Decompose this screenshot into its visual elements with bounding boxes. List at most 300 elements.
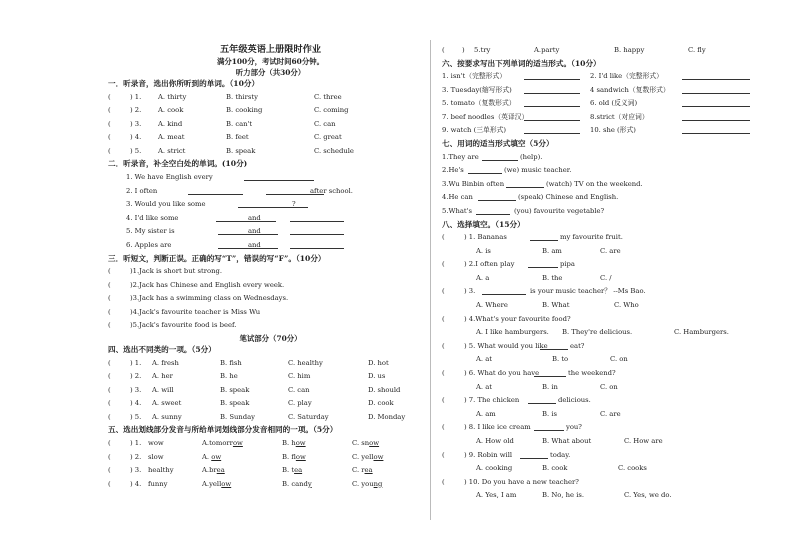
answer-blank bbox=[682, 125, 750, 134]
pronunciation-row bbox=[108, 451, 423, 465]
option-b-text: B. cand bbox=[282, 479, 308, 488]
question-row bbox=[442, 421, 787, 435]
option-c: C. Saturday bbox=[288, 412, 329, 421]
answer-paren: ( bbox=[108, 466, 111, 475]
question-row bbox=[108, 91, 423, 105]
option-b bbox=[282, 437, 306, 451]
question-stem-2: you? bbox=[566, 423, 582, 432]
question-number: ) 5. bbox=[130, 146, 142, 155]
word-form-right: 6. old (反义词) bbox=[590, 99, 638, 108]
option-a: A. a bbox=[476, 273, 490, 282]
answer-paren: ( bbox=[108, 280, 111, 289]
question-stem: ) 10. Do you have a new teacher? bbox=[464, 477, 579, 486]
section-4-heading: 四、选出不同类的一项。（5分） bbox=[108, 345, 216, 354]
question-row bbox=[108, 357, 423, 371]
question-row bbox=[442, 449, 787, 463]
question-number: ) 5. bbox=[130, 412, 142, 421]
answer-paren: ( bbox=[442, 341, 445, 350]
word-form-row bbox=[442, 124, 787, 138]
option-a-text: A.yell bbox=[202, 479, 222, 488]
option-a: A. thirty bbox=[158, 92, 187, 101]
answer-blank bbox=[682, 71, 750, 80]
option-c: C. him bbox=[288, 372, 311, 381]
option-b: B. feet bbox=[226, 133, 249, 142]
fill-in-text: 2. I often bbox=[126, 186, 158, 195]
question-row bbox=[442, 394, 787, 408]
option-c bbox=[352, 478, 382, 492]
fill-in-row bbox=[108, 185, 423, 199]
answer-paren: ( bbox=[442, 260, 445, 269]
option-c: C. fly bbox=[688, 46, 706, 54]
option-a: A. kind bbox=[158, 119, 183, 128]
listening-heading: 听力部分（共30分） bbox=[235, 68, 306, 77]
option-b: B. cook bbox=[542, 464, 568, 473]
answer-blank bbox=[528, 395, 556, 404]
question-row bbox=[442, 367, 787, 381]
answer-paren: ( bbox=[442, 450, 445, 459]
options-row bbox=[442, 299, 787, 313]
option-b: B. speak bbox=[220, 399, 250, 408]
question-row bbox=[442, 313, 787, 327]
answer-blank bbox=[482, 286, 526, 295]
answer-blank bbox=[468, 165, 502, 174]
word-form-left: 3. Tuesday(缩写形式) bbox=[442, 85, 512, 94]
section-5-heading: 五、选出划线部分发音与所给单词划线部分发音相同的一项。（5分） bbox=[108, 425, 338, 435]
option-d: D. cook bbox=[368, 399, 394, 408]
option-c: C. How are bbox=[624, 436, 663, 445]
fill-in-text-2: (watch) TV on the weekend. bbox=[546, 179, 643, 188]
answer-blank bbox=[682, 85, 750, 94]
option-c: C. coming bbox=[314, 106, 349, 115]
answer-paren: ( bbox=[108, 385, 111, 394]
option-b: B. No, he is. bbox=[542, 491, 585, 500]
options-row bbox=[442, 245, 787, 259]
option-b: B. in bbox=[542, 382, 558, 391]
question-row bbox=[108, 397, 423, 411]
question-stem: ) 7. The chicken bbox=[464, 396, 520, 405]
option-a-underlined: ow bbox=[232, 438, 243, 447]
answer-paren: ( bbox=[442, 287, 445, 296]
fill-in-text: 6. Apples are bbox=[126, 240, 172, 249]
option-b: B. the bbox=[542, 273, 563, 282]
answer-paren: ( bbox=[108, 294, 111, 303]
option-c: C. three bbox=[314, 92, 342, 101]
fill-in-row bbox=[108, 198, 423, 212]
option-b bbox=[282, 464, 302, 478]
option-c: C. Who bbox=[614, 301, 639, 309]
question-row bbox=[108, 145, 423, 159]
question-row bbox=[108, 370, 423, 384]
column-divider bbox=[430, 40, 431, 520]
option-b: B. can't bbox=[226, 119, 253, 128]
option-a bbox=[202, 437, 243, 451]
options-row bbox=[442, 462, 787, 476]
pronunciation-row bbox=[108, 464, 423, 478]
option-d: D. hot bbox=[368, 358, 389, 367]
option-b bbox=[282, 478, 312, 492]
answer-blank bbox=[476, 206, 510, 215]
answer-blank bbox=[216, 213, 276, 222]
answer-blank bbox=[524, 98, 580, 107]
option-a: A. at bbox=[476, 355, 493, 364]
answer-blank bbox=[520, 450, 548, 459]
fill-in-text-2: and bbox=[248, 240, 261, 249]
option-a: A. I like hamburgers. bbox=[476, 328, 549, 337]
answer-blank bbox=[524, 112, 580, 121]
answer-paren: ( bbox=[108, 452, 111, 461]
answer-paren: ( bbox=[442, 314, 445, 323]
options-row bbox=[442, 489, 787, 503]
option-a-underlined: ea bbox=[216, 466, 225, 475]
fill-in-text: 3. Would you like some bbox=[126, 200, 206, 209]
option-b-text: B. fl bbox=[282, 452, 296, 461]
option-a-text: A. bbox=[202, 452, 212, 461]
option-c: C. great bbox=[314, 133, 342, 142]
question-stem-2: delicious. bbox=[558, 396, 591, 405]
fill-in-text-2: (you) favourite vegetable? bbox=[514, 206, 605, 215]
answer-blank bbox=[290, 226, 344, 235]
option-c bbox=[352, 464, 373, 478]
word-form-row bbox=[442, 111, 787, 125]
option-c-text: C. sn bbox=[352, 438, 370, 447]
answer-paren: ( bbox=[108, 372, 111, 381]
options-row bbox=[442, 353, 787, 367]
section-2-heading: 二．听录音，补全空白处的单词。(10分) bbox=[108, 159, 248, 169]
fill-in-row bbox=[108, 171, 423, 185]
option-c-underlined: ow bbox=[369, 438, 380, 447]
fill-in-text: 1.They are bbox=[442, 152, 479, 161]
answer-paren: ( bbox=[108, 133, 111, 142]
options-row bbox=[442, 272, 787, 286]
option-c bbox=[352, 451, 383, 465]
answer-blank bbox=[682, 112, 750, 121]
option-c-underlined: ea bbox=[364, 466, 373, 475]
option-b: B. happy bbox=[614, 46, 645, 54]
option-b bbox=[282, 451, 306, 465]
fill-in-text: 3.Wu Binbin often bbox=[442, 179, 505, 188]
word-form-left: 1. isn't（完整形式） bbox=[442, 72, 507, 81]
option-b: B. cooking bbox=[226, 106, 263, 115]
option-c: C. on bbox=[600, 382, 618, 391]
answer-blank bbox=[534, 368, 566, 377]
given-word: slow bbox=[148, 452, 164, 461]
fill-in-row bbox=[442, 205, 787, 219]
option-b-underlined: ow bbox=[295, 438, 306, 447]
answer-paren: ( bbox=[108, 399, 111, 408]
option-c: C. / bbox=[600, 273, 612, 282]
answer-blank bbox=[528, 259, 558, 268]
question-stem: ) 8. I like ice cream bbox=[464, 423, 531, 432]
answer-paren: ( bbox=[108, 92, 111, 101]
answer-paren: ( bbox=[108, 412, 111, 421]
option-a: A. How old bbox=[476, 436, 514, 445]
fill-in-text-2: and bbox=[248, 213, 261, 222]
fill-in-text-2: and bbox=[248, 227, 261, 236]
answer-paren: ( bbox=[442, 368, 445, 377]
fill-in-text: 4. I'd like some bbox=[126, 213, 179, 222]
true-false-row bbox=[108, 319, 423, 333]
option-a: A. cook bbox=[158, 106, 184, 115]
question-number: ) 4. bbox=[130, 479, 142, 488]
option-b: B. to bbox=[552, 355, 569, 364]
question-stem-2: eat? bbox=[570, 341, 585, 350]
answer-blank bbox=[188, 186, 243, 195]
option-b: B. Sunday bbox=[220, 412, 255, 421]
given-word: healthy bbox=[148, 466, 174, 475]
exam-info: 满分100分，考试时间60分钟。 bbox=[216, 57, 324, 66]
fill-in-text: 5. My sister is bbox=[126, 227, 175, 236]
option-a: A. Yes, I am bbox=[476, 491, 517, 500]
question-stem-2: my favourite fruit. bbox=[560, 233, 623, 242]
fill-in-text-2: (we) music teacher. bbox=[504, 166, 572, 175]
answer-blank bbox=[534, 422, 564, 431]
fill-in-text: 2.He's bbox=[442, 166, 464, 175]
true-false-row bbox=[108, 306, 423, 320]
word-form-right: 4 sandwich（复数形式） bbox=[590, 85, 670, 94]
answer-blank bbox=[244, 172, 314, 181]
question-row bbox=[108, 131, 423, 145]
answer-blank bbox=[238, 199, 308, 208]
option-a: A. Where bbox=[476, 301, 508, 309]
question-stem: ) 1. Bananas bbox=[464, 233, 507, 242]
question-stem: ) 3. bbox=[464, 287, 476, 296]
fill-in-row bbox=[442, 151, 787, 165]
fill-in-row bbox=[108, 239, 423, 253]
statement: )2.Jack has Chinese and English every week. bbox=[130, 280, 285, 289]
exam-title: 五年级英语上册限时作业 bbox=[219, 44, 322, 55]
answer-blank bbox=[682, 98, 750, 107]
option-a-underlined: ow bbox=[221, 479, 232, 488]
question-row bbox=[108, 411, 423, 425]
fill-in-row bbox=[108, 225, 423, 239]
option-c bbox=[352, 437, 379, 451]
given-word: funny bbox=[148, 479, 168, 488]
answer-paren: ( bbox=[108, 119, 111, 128]
word-form-left: 7. beef noodles（英译汉） bbox=[442, 112, 529, 121]
question-stem-2: the weekend? bbox=[568, 368, 616, 377]
question-row bbox=[442, 258, 787, 272]
option-c: C. cooks bbox=[618, 464, 647, 473]
option-a: A.party bbox=[534, 46, 560, 54]
option-c: C. can bbox=[314, 119, 336, 128]
question-number: ) 1. bbox=[130, 358, 142, 367]
question-number: ) 2. bbox=[130, 372, 142, 381]
word-form-left: 5. tomato（复数形式） bbox=[442, 99, 516, 108]
answer-blank bbox=[540, 341, 568, 350]
fill-in-text: 1. We have English every bbox=[126, 172, 213, 181]
option-a: A. meat bbox=[158, 133, 185, 142]
answer-paren: ( bbox=[442, 233, 445, 242]
option-a-underlined: ow bbox=[211, 452, 222, 461]
options-row bbox=[442, 408, 787, 422]
word-form-right: 2. I'd like（完整形式） bbox=[590, 72, 663, 81]
options-row bbox=[442, 381, 787, 395]
option-a bbox=[202, 451, 221, 465]
option-a: A. cooking bbox=[476, 464, 513, 473]
fill-in-row bbox=[442, 164, 787, 178]
fill-in-text-2: (help). bbox=[520, 152, 543, 161]
question-row bbox=[442, 285, 787, 299]
answer-blank bbox=[524, 125, 580, 134]
option-b-underlined: ow bbox=[295, 452, 306, 461]
options-row bbox=[442, 326, 787, 340]
question-number: ) 2. bbox=[130, 106, 142, 115]
option-a: A. fresh bbox=[152, 358, 179, 367]
question-row bbox=[108, 384, 423, 398]
answer-paren: ( bbox=[108, 438, 111, 447]
option-c-underlined: ow bbox=[373, 452, 384, 461]
section-3-heading: 三．听短文，判断正误。正确的写“T”，错误的写“F”。（10分） bbox=[108, 253, 326, 263]
option-a: A. sunny bbox=[152, 412, 182, 421]
option-b: B. thirsty bbox=[226, 92, 258, 101]
question-number: ) 3. bbox=[130, 466, 142, 475]
question-stem: ) 2.I often play bbox=[464, 260, 515, 269]
fill-in-text: 4.He can bbox=[442, 193, 473, 202]
statement: )1.Jack is short but strong. bbox=[130, 267, 222, 276]
answer-blank bbox=[524, 85, 580, 94]
fill-in-row bbox=[108, 212, 423, 226]
statement: )3.Jack has a swimming class on Wednesdays. bbox=[130, 294, 289, 303]
option-b: B. am bbox=[542, 246, 562, 255]
answer-paren: ( bbox=[108, 146, 111, 155]
option-b: B. fish bbox=[220, 358, 242, 367]
statement: )5.Jack's favourite food is beef. bbox=[130, 321, 237, 330]
fill-in-text-2: after school. bbox=[310, 186, 353, 195]
option-b: B. speak bbox=[220, 385, 250, 394]
option-a: A. strict bbox=[158, 146, 186, 155]
true-false-row bbox=[108, 292, 423, 306]
question-row bbox=[442, 476, 787, 490]
option-a: A. her bbox=[152, 372, 173, 381]
answer-blank bbox=[290, 240, 344, 249]
question-number: ) 2. bbox=[130, 452, 142, 461]
option-c-underlined: ng bbox=[373, 479, 383, 488]
option-a: A. sweet bbox=[152, 399, 182, 408]
left-column bbox=[108, 44, 423, 491]
question-stem: ) 5. What would you like bbox=[464, 341, 548, 350]
question-row bbox=[442, 340, 787, 354]
option-c: C. can bbox=[288, 385, 310, 394]
option-b: B. speak bbox=[226, 146, 256, 155]
option-a: A. will bbox=[152, 385, 174, 394]
answer-paren: ( bbox=[108, 358, 111, 367]
given-word: 5.try bbox=[474, 46, 491, 54]
question-stem-2: is your music teacher？ --Ms Bao. bbox=[530, 287, 646, 296]
option-b-text: B. t bbox=[282, 466, 295, 475]
option-b: B. What about bbox=[542, 436, 592, 445]
question-number: ) 3. bbox=[130, 119, 142, 128]
option-c: C. healthy bbox=[288, 358, 323, 367]
option-c: C. play bbox=[288, 399, 312, 408]
fill-in-row bbox=[442, 191, 787, 205]
option-b-text: B. h bbox=[282, 438, 296, 447]
option-b-underlined: ea bbox=[294, 466, 303, 475]
option-c: C. schedule bbox=[314, 146, 354, 155]
answer-paren: ( bbox=[442, 396, 445, 405]
answer-paren: ( bbox=[108, 479, 111, 488]
word-form-right: 8.strict（对应词） bbox=[590, 112, 649, 121]
option-a: A. is bbox=[476, 246, 491, 255]
question-number: ) 1. bbox=[130, 438, 142, 447]
option-d: D. Monday bbox=[368, 412, 406, 421]
option-c: C. Hamburgers. bbox=[674, 328, 729, 337]
right-column bbox=[442, 44, 787, 503]
option-c-text: C. yell bbox=[352, 452, 374, 461]
fill-in-row bbox=[442, 178, 787, 192]
answer-paren-close: ) bbox=[462, 46, 465, 54]
true-false-row bbox=[108, 265, 423, 279]
true-false-row bbox=[108, 279, 423, 293]
option-b: B. What bbox=[542, 301, 570, 309]
written-heading: 笔试部分（70分） bbox=[239, 334, 302, 343]
answer-blank bbox=[530, 232, 558, 241]
answer-paren: ( bbox=[108, 321, 111, 330]
option-a-text: A.tomorr bbox=[202, 438, 233, 447]
word-form-row bbox=[442, 97, 787, 111]
question-number: ) 3. bbox=[130, 385, 142, 394]
answer-blank bbox=[478, 192, 516, 201]
option-c: C. are bbox=[600, 409, 621, 418]
answer-blank bbox=[506, 179, 544, 188]
answer-paren: ( bbox=[108, 106, 111, 115]
word-form-row bbox=[442, 84, 787, 98]
question-number: ) 4. bbox=[130, 399, 142, 408]
answer-paren: ( bbox=[442, 46, 445, 54]
option-b-underlined: y bbox=[307, 479, 312, 488]
question-stem: ) 6. What do you have bbox=[464, 368, 540, 377]
option-d: D. should bbox=[368, 385, 401, 394]
option-c: C. on bbox=[610, 355, 628, 364]
answer-blank bbox=[524, 71, 580, 80]
word-form-row bbox=[442, 70, 787, 84]
section-6-heading: 六、按要求写出下列单词的适当形式。（10分） bbox=[442, 58, 601, 68]
given-word: wow bbox=[148, 438, 164, 447]
question-row bbox=[108, 118, 423, 132]
option-a bbox=[202, 464, 225, 478]
pronunciation-row bbox=[108, 478, 423, 492]
option-c: C. are bbox=[600, 246, 621, 255]
question-stem-2: today. bbox=[550, 450, 571, 459]
fill-in-text: 5.What's bbox=[442, 206, 472, 215]
option-c-text: C. r bbox=[352, 466, 365, 475]
question-number: ) 1. bbox=[130, 92, 142, 101]
question-stem: ) 9. Robin will bbox=[464, 450, 513, 459]
option-b: B. is bbox=[542, 409, 557, 418]
answer-paren: ( bbox=[108, 267, 111, 276]
question-number: ) 4. bbox=[130, 133, 142, 142]
question-stem: ) 4.What's your favourite food? bbox=[464, 314, 571, 323]
option-c: C. Yes, we do. bbox=[624, 491, 672, 500]
answer-paren: ( bbox=[442, 477, 445, 486]
option-c-text: C. you bbox=[352, 479, 374, 488]
section-8-heading: 八、选择填空。（15分） bbox=[442, 219, 525, 229]
answer-paren: ( bbox=[108, 307, 111, 316]
section-7-heading: 七、用词的适当形式填空（5分） bbox=[442, 139, 554, 149]
fill-in-text-2: (speak) Chinese and English. bbox=[518, 193, 619, 202]
word-form-right: 10. she (形式) bbox=[590, 126, 636, 135]
option-a: A. at bbox=[476, 382, 493, 391]
option-b: B. They're delicious. bbox=[562, 328, 633, 337]
answer-blank bbox=[290, 213, 344, 222]
options-row bbox=[442, 435, 787, 449]
option-d: D. us bbox=[368, 372, 386, 381]
statement: )4.Jack's favourite teacher is Miss Wu bbox=[130, 307, 261, 316]
pronunciation-row bbox=[108, 437, 423, 451]
word-form-left: 9. watch (三单形式) bbox=[442, 126, 507, 135]
question-stem-2: pipa bbox=[560, 260, 575, 269]
option-a bbox=[202, 478, 231, 492]
answer-paren: ( bbox=[442, 423, 445, 432]
